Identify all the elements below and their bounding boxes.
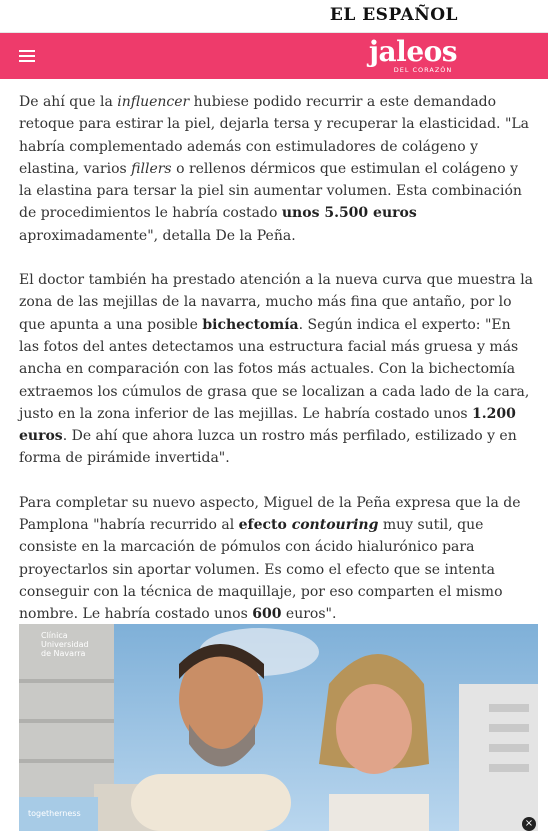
section-navbar <box>0 33 548 79</box>
article-paragraph: El doctor también ha prestado atención a la nueva curva que muestra la zona de las mejillas de la navarra, mucho más fina que antaño, por lo que apunta a una posible bichectomía. Según indica el experto: "En las fotos del antes detectamos una estructura facial más gruesa y más ancha en comparación con las fotos más actuales. Con la bichectomía extraemos los cúmulos de grasa que se localizan a cada lado de la cara, justo en la zona inferior de las mejillas. Le habría costado unos 1.200 euros. De ahí que ahora luzca un rostro más perfilado, estilizado y en forma de pirámide invertida". <box>19 272 534 467</box>
article-paragraph: De ahí que la influencer hubiese podido recurrir a este demandado retoque para estirar la piel, dejarla tersa y recuperar la elasticidad. "La habría complementado además con estimuladores de colágeno y elastina, varios fillers o rellenos dérmicos que estimulan el colágeno y la elastina para tersar la piel sin aumentar volumen. Esta combinación de procedimientos le habría costado unos 5.500 euros aproximadamente", detalla De la Peña. <box>19 94 530 244</box>
section-logo-sub: DEL CORAZÓN <box>393 66 453 74</box>
brand-logo[interactable]: EL ESPAÑOL <box>329 5 458 25</box>
section-logo-main: jaleos <box>368 35 458 68</box>
hamburger-icon[interactable] <box>19 50 35 62</box>
photo-watermark-badge: togetherness <box>19 797 98 831</box>
close-icon[interactable]: × <box>522 817 536 831</box>
article-body <box>19 91 534 648</box>
top-bar <box>0 0 548 33</box>
section-logo[interactable] <box>368 37 458 74</box>
svg-text:Universidad: Universidad <box>41 640 89 649</box>
article-photo[interactable] <box>19 624 538 831</box>
building-sign-text: Clínica <box>41 631 68 640</box>
article-paragraph: Para completar su nuevo aspecto, Miguel de la Peña expresa que la de Pamplona "habría recurrido al efecto contouring muy sutil, que consiste en la marcación de pómulos con ácido hialurónico para proyectarlos sin aportar volumen. Es como el efecto que se intenta conseguir con la técnica de maquillaje, por eso comparten el mismo nombre. Le habría costado unos 600 euros". <box>19 494 521 623</box>
svg-text:de Navarra: de Navarra <box>41 649 86 658</box>
